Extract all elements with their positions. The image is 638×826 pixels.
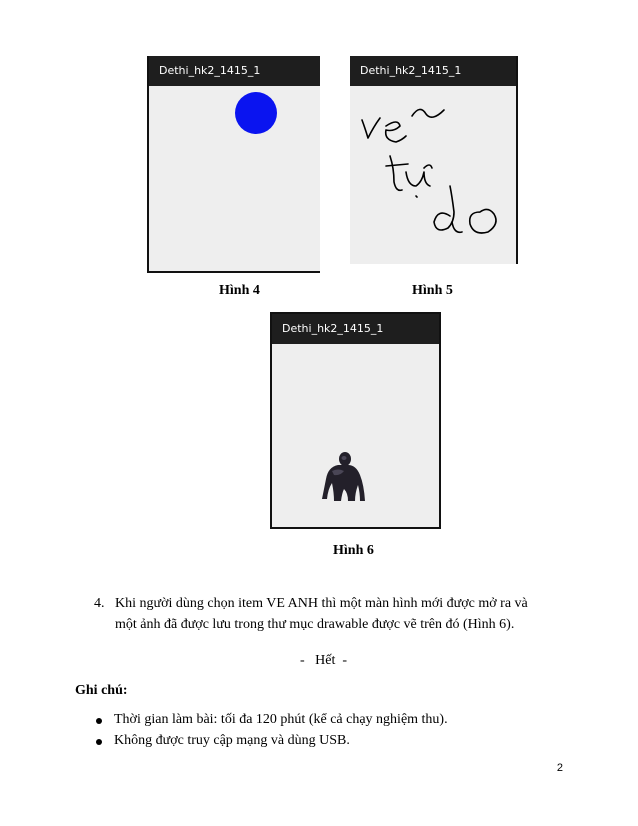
app-title-bar: Dethi_hk2_1415_1 — [272, 314, 439, 344]
item-4-line-1: Khi người dùng chọn item VE ANH thì một màn hình mới được mở ra và — [115, 596, 528, 611]
bullet-icon — [96, 739, 102, 745]
figure-6-screenshot — [270, 312, 441, 529]
handwriting-drawing — [350, 56, 518, 264]
figure-4-caption: Hình 4 — [219, 283, 260, 298]
notes-heading: Ghi chú: — [75, 683, 128, 698]
note-text: Không được truy cập mạng và dùng USB. — [114, 733, 350, 748]
gorilla-image — [314, 449, 374, 509]
blue-circle — [235, 92, 277, 134]
end-marker: - Hết - — [300, 653, 348, 668]
list-item — [114, 712, 448, 728]
app-title-bar: Dethi_hk2_1415_1 — [149, 56, 320, 86]
figure-6-caption: Hình 6 — [333, 543, 374, 558]
app-title-bar: Dethi_hk2_1415_1 — [350, 56, 516, 86]
note-text: Thời gian làm bài: tối đa 120 phút (kể cả chạy nghiệm thu). — [114, 712, 448, 727]
page-number: 2 — [556, 762, 563, 774]
item-4-number: 4. — [94, 596, 105, 611]
item-4-text — [115, 593, 575, 635]
figure-5-screenshot — [350, 56, 518, 264]
item-4-line-2: một ảnh đã được lưu trong thư mục drawable được vẽ trên đó (Hình 6). — [115, 617, 515, 632]
figure-4-screenshot — [147, 56, 320, 273]
list-item — [114, 733, 350, 749]
figure-5-caption: Hình 5 — [412, 283, 453, 298]
bullet-icon — [96, 718, 102, 724]
